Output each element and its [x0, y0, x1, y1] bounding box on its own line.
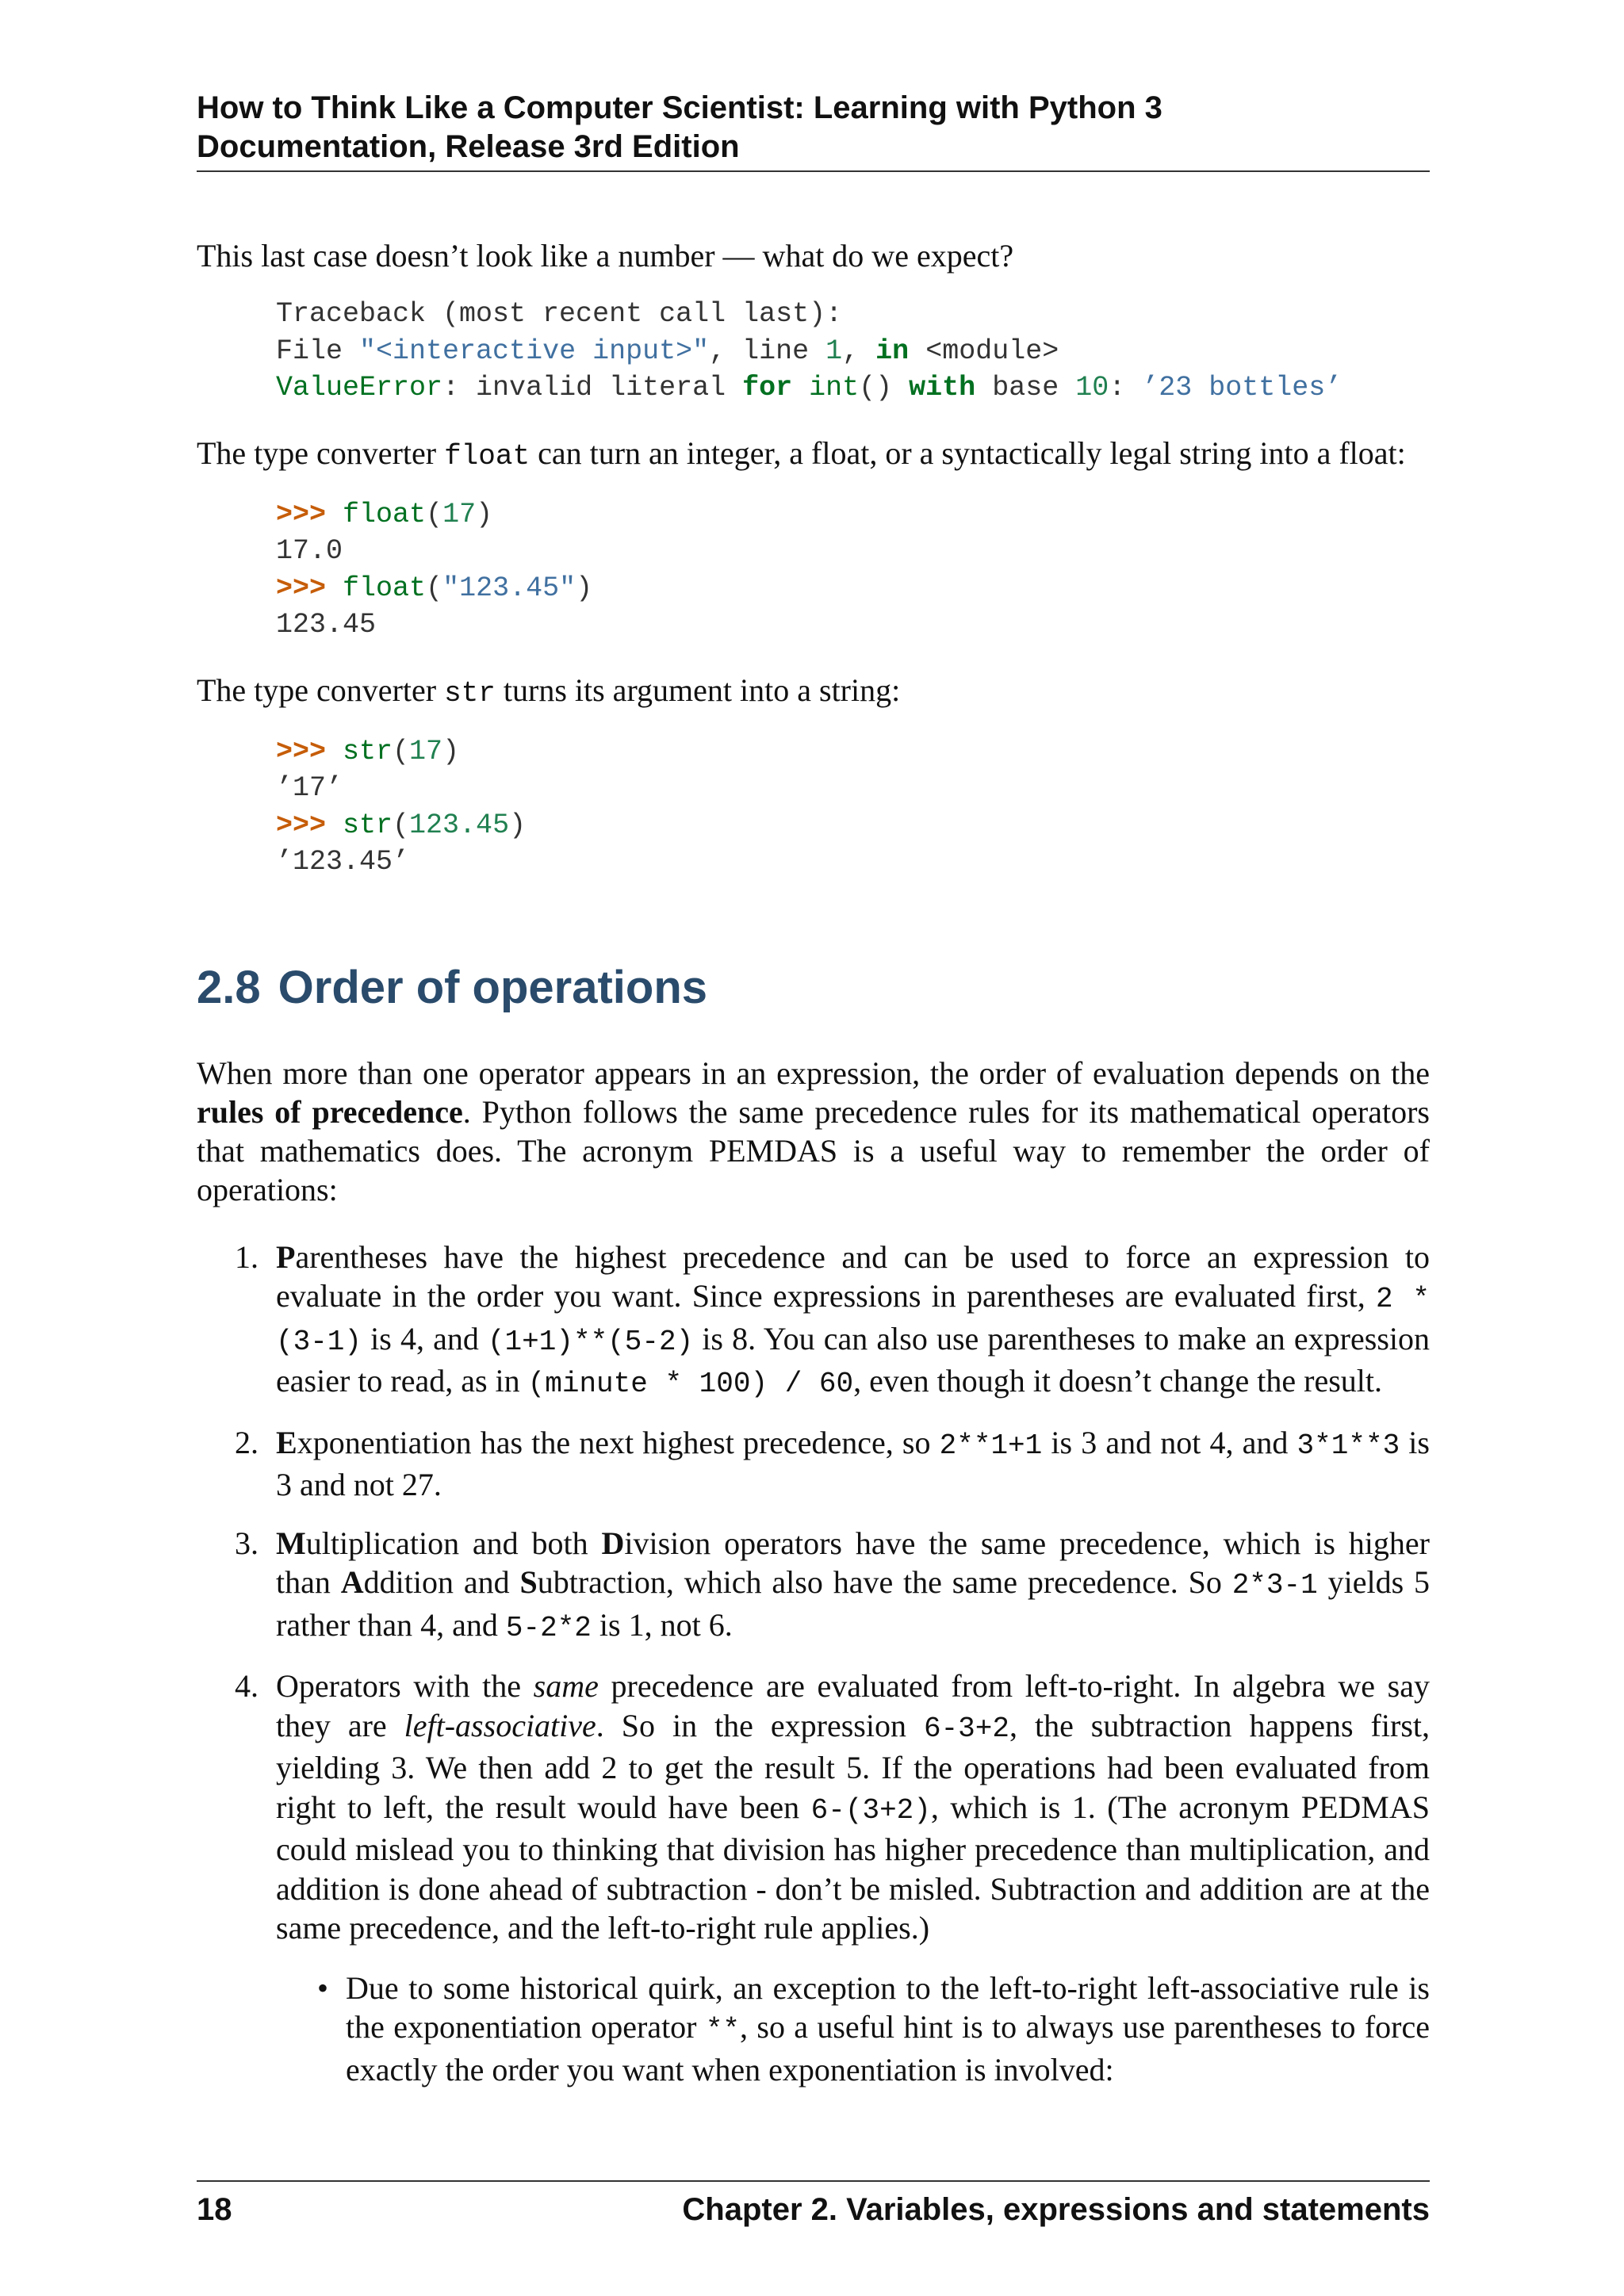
- code-line: >>> float("123.45"): [276, 572, 593, 604]
- sub-bullet-exponentiation-quirk: • Due to some historical quirk, an exception to the left-to-right left-associative rule is the exponentiation operator **, so a useful hint is to always use parentheses to force exactly the order you want when exponentiation is involved:: [317, 1969, 1430, 2087]
- section-intro-paragraph: When more than one operator appears in an expression, the order of evaluation depends on the rules of precedence. Python follows the same precedence rules for its mathematical operators that mathematics does. The acronym PEMDAS is a useful way to remember the order of operations:: [197, 1054, 1430, 1207]
- page-number: 18: [197, 2192, 232, 2227]
- intro-paragraph: This last case doesn’t look like a number — what do we expect?: [197, 238, 1014, 274]
- section-heading: [197, 960, 1430, 1016]
- code-line: 123.45: [276, 609, 377, 641]
- code-line: ’123.45’: [276, 846, 410, 878]
- code-line: Traceback (most recent call last):: [276, 298, 843, 330]
- page-footer: [197, 2180, 1430, 2229]
- header-title-line2: Documentation, Release 3rd Edition: [197, 129, 740, 164]
- chapter-title: Chapter 2. Variables, expressions and statements: [682, 2192, 1430, 2227]
- code-line: >>> str(123.45): [276, 809, 527, 841]
- inline-code: str: [444, 676, 496, 710]
- rule-item-exponentiation: 2. Exponentiation has the next highest precedence, so 2**1+1 is 3 and not 4, and 3*1**3 is 3 and not 27.: [235, 1424, 1430, 1502]
- rule-item-parentheses: 1. Parentheses have the highest precedence and can be used to force an expression to evaluate in the order you want. Since expressions in parentheses are evaluated first, 2 * (3-1) is 4, and (1+1)**(5-2) is 8. You can also use parentheses to make an expression easier to read, as in (minute * 100) / 60, even though it doesn’t change the result.: [235, 1238, 1431, 1400]
- str-code-block: [276, 733, 1430, 881]
- code-line: >>> float(17): [276, 498, 493, 530]
- precedence-rules-list: [197, 1238, 1430, 2090]
- code-line: ValueError: invalid literal for int() with base 10: ’23 bottles’: [276, 372, 1342, 404]
- sub-bullet-list: [276, 1969, 1430, 2090]
- traceback-code-block: [276, 296, 1430, 407]
- section-number: 2.8: [197, 961, 261, 1013]
- code-line: 17.0: [276, 535, 343, 567]
- code-line: ’17’: [276, 772, 343, 804]
- bullet-icon: •: [317, 1969, 329, 2006]
- running-header: [197, 89, 1430, 172]
- code-line: >>> str(17): [276, 735, 460, 767]
- rule-item-multiplication-division: 3. Multiplication and both Division operators have the same precedence, which is higher than Addition and Subtraction, which also have the same precedence. So 2*3-1 yields 5 rather than 4, and 5-2*2 is 1, not 6.: [235, 1525, 1431, 1644]
- float-paragraph: The type converter float can turn an integer, a float, or a syntactically legal string into a float:: [197, 434, 1406, 473]
- rule-item-left-associative: 4. Operators with the same precedence are evaluated from left-to-right. In algebra we say they are left-associative. So in the expression 6-3+2, the subtraction happens first, yielding 3. We then add 2 to get the result 5. If the operations had been evaluated from right to left, the result would have been 6-(3+2), which is 1. (The acronym PEDMAS could mislead you to thinking that division has higher precedence than multiplication, and addition is done ahead of subtraction - don’t be misled. Subtraction and addition are at the same precedence, and the left-to-right rule applies.) • Due to some historical quirk, an exception to the left-to-right left-associative rule is the exponentiation operator **, so a useful hint is to always use parentheses to force exactly the order you want when exponentiation is involved:: [276, 1667, 1430, 2089]
- header-title-line1: How to Think Like a Computer Scientist: Learning with Python 3: [197, 90, 1162, 125]
- section-title: Order of operations: [278, 961, 708, 1013]
- page-content: [197, 236, 1430, 2108]
- inline-code: float: [444, 439, 530, 473]
- str-paragraph: The type converter str turns its argument into a string:: [197, 672, 901, 710]
- code-line: File "<interactive input>", line 1, in <module>: [276, 335, 1059, 367]
- float-code-block: [276, 496, 1430, 644]
